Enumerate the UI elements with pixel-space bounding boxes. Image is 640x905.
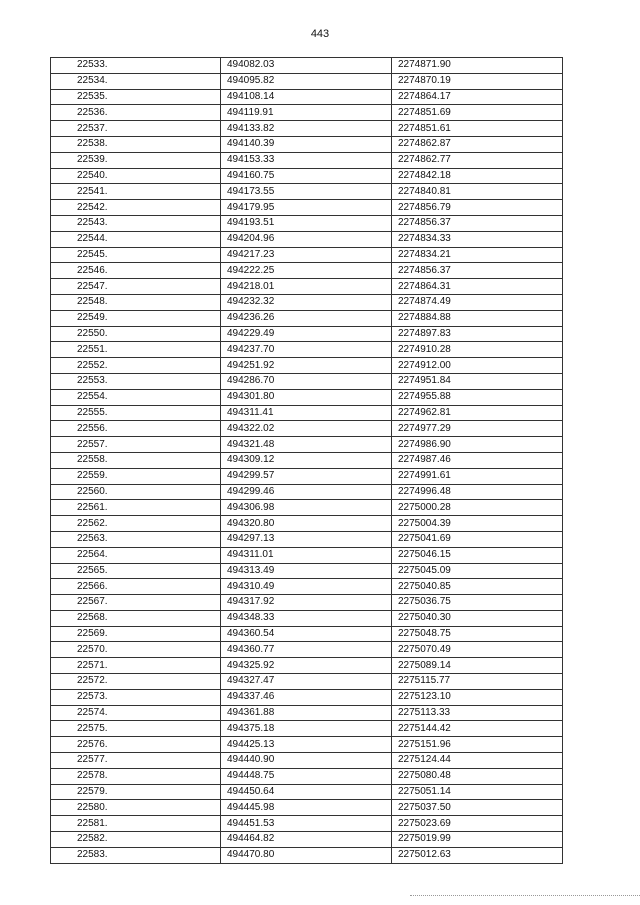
x-coordinate-cell: 494119.91 (221, 105, 392, 121)
point-number-cell: 22581. (51, 816, 221, 832)
x-coordinate-cell: 494232.32 (221, 294, 392, 310)
table-row (51, 531, 563, 547)
y-coordinate-cell: 2274856.37 (392, 263, 563, 279)
x-coordinate-cell: 494361.88 (221, 705, 392, 721)
table-row (51, 389, 563, 405)
y-coordinate-cell: 2274851.61 (392, 121, 563, 137)
y-coordinate-cell: 2275036.75 (392, 595, 563, 611)
y-coordinate-cell: 2275115.77 (392, 674, 563, 690)
y-coordinate-cell: 2274870.19 (392, 73, 563, 89)
x-coordinate-cell: 494317.92 (221, 595, 392, 611)
y-coordinate-cell: 2274834.33 (392, 231, 563, 247)
table-row (51, 452, 563, 468)
x-coordinate-cell: 494470.80 (221, 847, 392, 863)
table-row (51, 105, 563, 121)
y-coordinate-cell: 2275004.39 (392, 516, 563, 532)
point-number-cell: 22541. (51, 184, 221, 200)
table-row (51, 200, 563, 216)
table-row (51, 247, 563, 263)
x-coordinate-cell: 494348.33 (221, 610, 392, 626)
x-coordinate-cell: 494327.47 (221, 674, 392, 690)
table-row (51, 342, 563, 358)
x-coordinate-cell: 494236.26 (221, 310, 392, 326)
y-coordinate-cell: 2275080.48 (392, 768, 563, 784)
point-number-cell: 22575. (51, 721, 221, 737)
table-row (51, 58, 563, 74)
x-coordinate-cell: 494309.12 (221, 452, 392, 468)
point-number-cell: 22535. (51, 89, 221, 105)
point-number-cell: 22562. (51, 516, 221, 532)
point-number-cell: 22579. (51, 784, 221, 800)
y-coordinate-cell: 2274986.90 (392, 437, 563, 453)
point-number-cell: 22560. (51, 484, 221, 500)
table-row (51, 768, 563, 784)
table-row (51, 595, 563, 611)
x-coordinate-cell: 494311.41 (221, 405, 392, 421)
x-coordinate-cell: 494218.01 (221, 279, 392, 295)
y-coordinate-cell: 2274840.81 (392, 184, 563, 200)
point-number-cell: 22561. (51, 500, 221, 516)
table-row (51, 310, 563, 326)
y-coordinate-cell: 2274871.90 (392, 58, 563, 74)
y-coordinate-cell: 2274834.21 (392, 247, 563, 263)
point-number-cell: 22552. (51, 358, 221, 374)
table-row (51, 626, 563, 642)
y-coordinate-cell: 2275070.49 (392, 642, 563, 658)
point-number-cell: 22582. (51, 832, 221, 848)
point-number-cell: 22555. (51, 405, 221, 421)
y-coordinate-cell: 2275045.09 (392, 563, 563, 579)
x-coordinate-cell: 494306.98 (221, 500, 392, 516)
x-coordinate-cell: 494297.13 (221, 531, 392, 547)
y-coordinate-cell: 2274962.81 (392, 405, 563, 421)
point-number-cell: 22539. (51, 152, 221, 168)
y-coordinate-cell: 2275124.44 (392, 753, 563, 769)
point-number-cell: 22577. (51, 753, 221, 769)
y-coordinate-cell: 2274862.87 (392, 136, 563, 152)
point-number-cell: 22549. (51, 310, 221, 326)
x-coordinate-cell: 494310.49 (221, 579, 392, 595)
table-row (51, 326, 563, 342)
point-number-cell: 22556. (51, 421, 221, 437)
table-row (51, 73, 563, 89)
point-number-cell: 22563. (51, 531, 221, 547)
x-coordinate-cell: 494251.92 (221, 358, 392, 374)
x-coordinate-cell: 494237.70 (221, 342, 392, 358)
y-coordinate-cell: 2274991.61 (392, 468, 563, 484)
table-row (51, 121, 563, 137)
point-number-cell: 22557. (51, 437, 221, 453)
x-coordinate-cell: 494217.23 (221, 247, 392, 263)
table-row (51, 152, 563, 168)
y-coordinate-cell: 2274842.18 (392, 168, 563, 184)
table-row (51, 516, 563, 532)
point-number-cell: 22534. (51, 73, 221, 89)
table-row (51, 737, 563, 753)
y-coordinate-cell: 2275040.85 (392, 579, 563, 595)
x-coordinate-cell: 494286.70 (221, 373, 392, 389)
y-coordinate-cell: 2275037.50 (392, 800, 563, 816)
y-coordinate-cell: 2274874.49 (392, 294, 563, 310)
y-coordinate-cell: 2274856.79 (392, 200, 563, 216)
x-coordinate-cell: 494153.33 (221, 152, 392, 168)
table-row (51, 579, 563, 595)
table-row (51, 294, 563, 310)
x-coordinate-cell: 494320.80 (221, 516, 392, 532)
table-row (51, 421, 563, 437)
x-coordinate-cell: 494095.82 (221, 73, 392, 89)
y-coordinate-cell: 2275151.96 (392, 737, 563, 753)
table-row (51, 816, 563, 832)
table-row (51, 263, 563, 279)
coordinates-table-body (51, 58, 563, 864)
table-row (51, 705, 563, 721)
x-coordinate-cell: 494451.53 (221, 816, 392, 832)
y-coordinate-cell: 2275000.28 (392, 500, 563, 516)
y-coordinate-cell: 2275144.42 (392, 721, 563, 737)
y-coordinate-cell: 2275051.14 (392, 784, 563, 800)
x-coordinate-cell: 494082.03 (221, 58, 392, 74)
x-coordinate-cell: 494160.75 (221, 168, 392, 184)
y-coordinate-cell: 2274862.77 (392, 152, 563, 168)
table-row (51, 642, 563, 658)
y-coordinate-cell: 2274977.29 (392, 421, 563, 437)
x-coordinate-cell: 494301.80 (221, 389, 392, 405)
page-number: 443 (310, 28, 330, 40)
point-number-cell: 22540. (51, 168, 221, 184)
x-coordinate-cell: 494222.25 (221, 263, 392, 279)
table-row (51, 184, 563, 200)
y-coordinate-cell: 2274987.46 (392, 452, 563, 468)
point-number-cell: 22559. (51, 468, 221, 484)
y-coordinate-cell: 2275040.30 (392, 610, 563, 626)
y-coordinate-cell: 2274864.17 (392, 89, 563, 105)
point-number-cell: 22574. (51, 705, 221, 721)
table-row (51, 484, 563, 500)
y-coordinate-cell: 2275019.99 (392, 832, 563, 848)
point-number-cell: 22572. (51, 674, 221, 690)
x-coordinate-cell: 494311.01 (221, 547, 392, 563)
point-number-cell: 22545. (51, 247, 221, 263)
point-number-cell: 22580. (51, 800, 221, 816)
x-coordinate-cell: 494450.64 (221, 784, 392, 800)
coordinates-table (50, 57, 563, 864)
point-number-cell: 22554. (51, 389, 221, 405)
table-row (51, 847, 563, 863)
x-coordinate-cell: 494425.13 (221, 737, 392, 753)
point-number-cell: 22546. (51, 263, 221, 279)
point-number-cell: 22568. (51, 610, 221, 626)
y-coordinate-cell: 2275123.10 (392, 689, 563, 705)
table-row (51, 215, 563, 231)
point-number-cell: 22533. (51, 58, 221, 74)
x-coordinate-cell: 494133.82 (221, 121, 392, 137)
table-row (51, 721, 563, 737)
x-coordinate-cell: 494179.95 (221, 200, 392, 216)
y-coordinate-cell: 2274851.69 (392, 105, 563, 121)
table-row (51, 405, 563, 421)
point-number-cell: 22567. (51, 595, 221, 611)
point-number-cell: 22548. (51, 294, 221, 310)
table-row (51, 500, 563, 516)
table-row (51, 658, 563, 674)
x-coordinate-cell: 494445.98 (221, 800, 392, 816)
y-coordinate-cell: 2274955.88 (392, 389, 563, 405)
point-number-cell: 22576. (51, 737, 221, 753)
point-number-cell: 22566. (51, 579, 221, 595)
x-coordinate-cell: 494204.96 (221, 231, 392, 247)
table-row (51, 610, 563, 626)
table-row (51, 468, 563, 484)
y-coordinate-cell: 2274856.37 (392, 215, 563, 231)
x-coordinate-cell: 494337.46 (221, 689, 392, 705)
point-number-cell: 22570. (51, 642, 221, 658)
point-number-cell: 22553. (51, 373, 221, 389)
table-row (51, 674, 563, 690)
table-row (51, 784, 563, 800)
table-row (51, 279, 563, 295)
x-coordinate-cell: 494193.51 (221, 215, 392, 231)
point-number-cell: 22544. (51, 231, 221, 247)
x-coordinate-cell: 494140.39 (221, 136, 392, 152)
table-row (51, 832, 563, 848)
y-coordinate-cell: 2275012.63 (392, 847, 563, 863)
point-number-cell: 22543. (51, 215, 221, 231)
point-number-cell: 22573. (51, 689, 221, 705)
table-row (51, 231, 563, 247)
point-number-cell: 22550. (51, 326, 221, 342)
y-coordinate-cell: 2275048.75 (392, 626, 563, 642)
y-coordinate-cell: 2275113.33 (392, 705, 563, 721)
point-number-cell: 22571. (51, 658, 221, 674)
y-coordinate-cell: 2274951.84 (392, 373, 563, 389)
table-row (51, 168, 563, 184)
table-row (51, 136, 563, 152)
x-coordinate-cell: 494440.90 (221, 753, 392, 769)
y-coordinate-cell: 2274910.28 (392, 342, 563, 358)
point-number-cell: 22583. (51, 847, 221, 863)
table-row (51, 547, 563, 563)
x-coordinate-cell: 494360.54 (221, 626, 392, 642)
x-coordinate-cell: 494464.82 (221, 832, 392, 848)
point-number-cell: 22551. (51, 342, 221, 358)
point-number-cell: 22558. (51, 452, 221, 468)
y-coordinate-cell: 2274864.31 (392, 279, 563, 295)
table-row (51, 689, 563, 705)
x-coordinate-cell: 494325.92 (221, 658, 392, 674)
point-number-cell: 22538. (51, 136, 221, 152)
y-coordinate-cell: 2274912.00 (392, 358, 563, 374)
x-coordinate-cell: 494322.02 (221, 421, 392, 437)
point-number-cell: 22565. (51, 563, 221, 579)
x-coordinate-cell: 494321.48 (221, 437, 392, 453)
y-coordinate-cell: 2275041.69 (392, 531, 563, 547)
point-number-cell: 22542. (51, 200, 221, 216)
table-row (51, 753, 563, 769)
x-coordinate-cell: 494375.18 (221, 721, 392, 737)
x-coordinate-cell: 494108.14 (221, 89, 392, 105)
y-coordinate-cell: 2275089.14 (392, 658, 563, 674)
x-coordinate-cell: 494448.75 (221, 768, 392, 784)
x-coordinate-cell: 494299.57 (221, 468, 392, 484)
point-number-cell: 22578. (51, 768, 221, 784)
point-number-cell: 22569. (51, 626, 221, 642)
y-coordinate-cell: 2274884.88 (392, 310, 563, 326)
x-coordinate-cell: 494313.49 (221, 563, 392, 579)
table-row (51, 563, 563, 579)
x-coordinate-cell: 494173.55 (221, 184, 392, 200)
y-coordinate-cell: 2275023.69 (392, 816, 563, 832)
point-number-cell: 22537. (51, 121, 221, 137)
y-coordinate-cell: 2275046.15 (392, 547, 563, 563)
table-row (51, 373, 563, 389)
table-row (51, 358, 563, 374)
x-coordinate-cell: 494299.46 (221, 484, 392, 500)
footer-rule (410, 895, 640, 896)
x-coordinate-cell: 494229.49 (221, 326, 392, 342)
table-row (51, 437, 563, 453)
x-coordinate-cell: 494360.77 (221, 642, 392, 658)
point-number-cell: 22536. (51, 105, 221, 121)
point-number-cell: 22564. (51, 547, 221, 563)
table-row (51, 89, 563, 105)
point-number-cell: 22547. (51, 279, 221, 295)
y-coordinate-cell: 2274897.83 (392, 326, 563, 342)
y-coordinate-cell: 2274996.48 (392, 484, 563, 500)
table-row (51, 800, 563, 816)
